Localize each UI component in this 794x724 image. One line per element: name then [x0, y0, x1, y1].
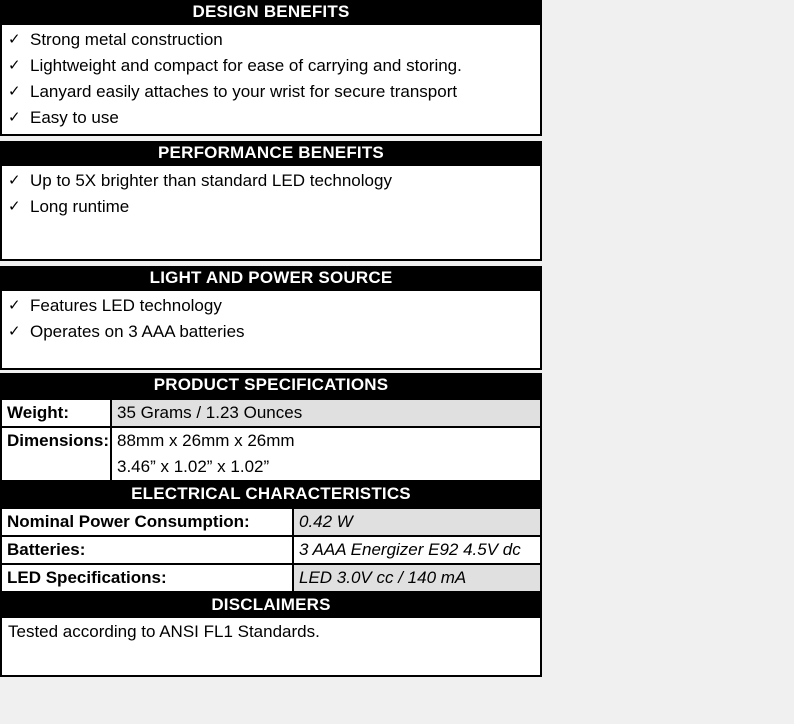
section-performance-benefits: [0, 141, 542, 261]
spec-value-nominal-power-consumption: 0.42 W: [293, 508, 541, 536]
list-item: [2, 319, 540, 345]
spec-value-dimensions-metric: 88mm x 26mm x 26mm: [117, 431, 295, 450]
list-item-label: Long runtime: [30, 197, 130, 216]
table-row: [1, 427, 541, 481]
section-design-benefits: [0, 0, 542, 136]
section-title-performance-benefits: PERFORMANCE BENEFITS: [0, 141, 542, 166]
section-body-light-and-power-source: [0, 291, 542, 370]
list-item-label: Features LED technology: [30, 296, 222, 315]
check-icon: ✓: [8, 109, 21, 126]
list-item-label: Operates on 3 AAA batteries: [30, 322, 245, 341]
list-item: [2, 194, 540, 220]
list-item: [2, 79, 540, 105]
list-item: [2, 53, 540, 79]
check-icon: ✓: [8, 297, 21, 314]
section-disclaimers: [0, 593, 542, 677]
section-title-product-specifications: PRODUCT SPECIFICATIONS: [0, 373, 542, 398]
list-item-label: Lightweight and compact for ease of carrying and storing.: [30, 56, 462, 75]
check-icon: ✓: [8, 198, 21, 215]
section-title-design-benefits: DESIGN BENEFITS: [0, 0, 542, 25]
table-row: [1, 564, 541, 592]
section-title-disclaimers: DISCLAIMERS: [0, 593, 542, 618]
spec-value-dimensions: [111, 427, 541, 481]
spec-value-weight: 35 Grams / 1.23 Ounces: [111, 399, 541, 427]
spec-value-batteries: 3 AAA Energizer E92 4.5V dc: [293, 536, 541, 564]
spec-label-led-specifications: LED Specifications:: [1, 564, 293, 592]
check-icon: ✓: [8, 83, 21, 100]
section-light-and-power-source: [0, 266, 542, 370]
section-body-design-benefits: [0, 25, 542, 136]
spec-label-dimensions: Dimensions:: [1, 427, 111, 481]
list-item: [2, 105, 540, 131]
section-title-electrical-characteristics: ELECTRICAL CHARACTERISTICS: [0, 482, 542, 507]
list-item: [2, 293, 540, 319]
list-item: [2, 27, 540, 53]
spec-label-weight: Weight:: [1, 399, 111, 427]
check-icon: ✓: [8, 31, 21, 48]
list-item: [2, 168, 540, 194]
spec-label-batteries: Batteries:: [1, 536, 293, 564]
electrical-characteristics-table: [0, 507, 542, 593]
table-row: [1, 536, 541, 564]
check-icon: ✓: [8, 323, 21, 340]
spec-value-led-specifications: LED 3.0V cc / 140 mA: [293, 564, 541, 592]
list-item-label: Lanyard easily attaches to your wrist for secure transport: [30, 82, 458, 101]
list-item-label: Strong metal construction: [30, 30, 223, 49]
section-product-specifications: [0, 373, 542, 482]
spec-label-nominal-power-consumption: Nominal Power Consumption:: [1, 508, 293, 536]
list-item-label: Easy to use: [30, 108, 119, 127]
section-body-performance-benefits: [0, 166, 542, 261]
check-icon: ✓: [8, 172, 21, 189]
spec-value-dimensions-imperial: 3.46” x 1.02” x 1.02”: [117, 457, 270, 476]
list-item-label: Up to 5X brighter than standard LED technology: [30, 171, 392, 190]
section-electrical-characteristics: [0, 482, 542, 593]
disclaimer-text: Tested according to ANSI FL1 Standards.: [0, 618, 542, 677]
table-row: [1, 399, 541, 427]
section-title-light-and-power-source: LIGHT AND POWER SOURCE: [0, 266, 542, 291]
check-icon: ✓: [8, 57, 21, 74]
table-row: [1, 508, 541, 536]
product-specifications-table: [0, 398, 542, 482]
